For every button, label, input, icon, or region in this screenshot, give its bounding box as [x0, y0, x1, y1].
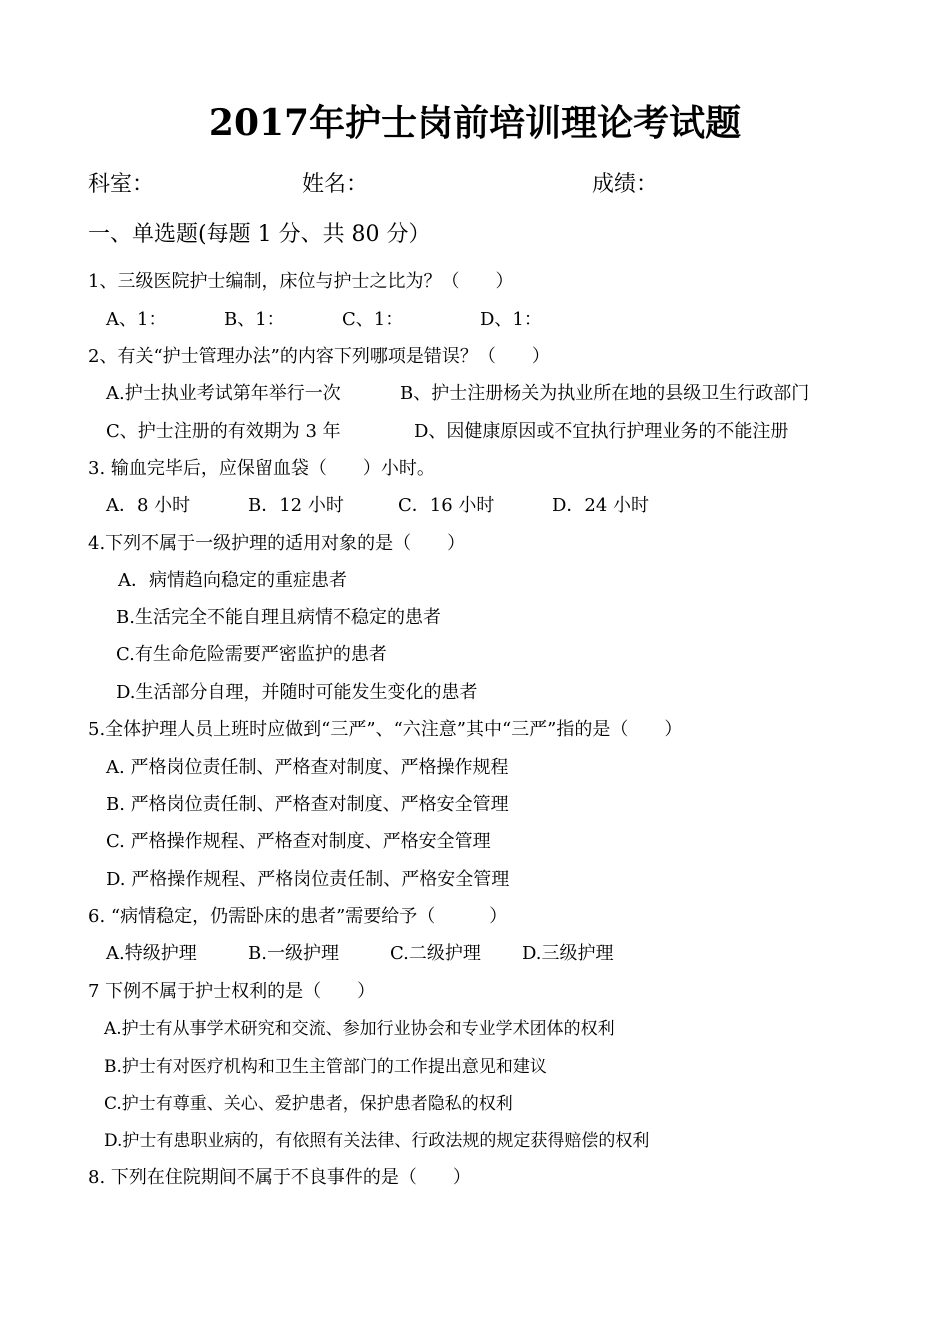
- question-2-option-b: B、护士注册杨关为执业所在地的县级卫生行政部门: [400, 383, 810, 404]
- question-4-option-d: D.生活部分自理，并随时可能发生变化的患者: [116, 682, 478, 703]
- question-3-stem: 3. 输血完毕后，应保留血袋（ ）小时。: [88, 458, 435, 479]
- question-4-option-c: C.有生命危险需要严密监护的患者: [116, 644, 387, 665]
- question-2-option-d: D、因健康原因或不宜执行护理业务的不能注册: [414, 421, 789, 442]
- department-field: 科室：: [88, 172, 155, 197]
- score-field: 成绩：: [592, 172, 659, 197]
- question-3-option-a: A．8 小时: [106, 495, 191, 516]
- question-6-option-c: C.二级护理: [390, 943, 481, 964]
- question-6-option-d: D.三级护理: [522, 943, 614, 964]
- question-6-stem: 6. “病情稳定，仍需卧床的患者”需要给予（ ）: [88, 906, 508, 927]
- question-2-option-c: C、护士注册的有效期为 3 年: [106, 421, 341, 442]
- question-4-option-b: B.生活完全不能自理且病情不稳定的患者: [116, 607, 441, 628]
- exam-title: 2017年护士岗前培训理论考试题: [208, 102, 742, 144]
- question-8-stem: 8. 下列在住院期间不属于不良事件的是（ ）: [88, 1167, 471, 1188]
- question-5-option-c: C. 严格操作规程、严格查对制度、严格安全管理: [106, 831, 491, 852]
- question-3-option-d: D．24 小时: [552, 495, 650, 516]
- question-2-option-a: A.护士执业考试第年举行一次: [106, 383, 341, 404]
- question-7-option-b: B.护士有对医疗机构和卫生主管部门的工作提出意见和建议: [104, 1057, 547, 1077]
- question-7-option-a: A.护士有从事学术研究和交流、参加行业协会和专业学术团体的权利: [104, 1019, 615, 1039]
- question-1-option-c: C、1：: [342, 309, 404, 330]
- question-5-option-d: D. 严格操作规程、严格岗位责任制、严格安全管理: [106, 869, 510, 890]
- question-6-option-a: A.特级护理: [106, 943, 197, 964]
- question-1-option-b: B、1：: [224, 309, 285, 330]
- question-7-option-d: D.护士有患职业病的，有依照有关法律、行政法规的规定获得赔偿的权利: [104, 1131, 650, 1151]
- question-5-option-b: B. 严格岗位责任制、严格查对制度、严格安全管理: [106, 794, 509, 815]
- question-5-stem: 5.全体护理人员上班时应做到“三严”、“六注意”其中“三严”指的是（ ）: [88, 719, 683, 740]
- question-4-option-a: A．病情趋向稳定的重症患者: [118, 570, 347, 591]
- question-4-stem: 4.下列不属于一级护理的适用对象的是（ ）: [88, 533, 466, 554]
- question-3-option-b: B．12 小时: [248, 495, 344, 516]
- question-6-option-b: B.一级护理: [248, 943, 339, 964]
- question-2-stem: 2、有关“护士管理办法”的内容下列哪项是错误？（ ）: [88, 346, 550, 367]
- question-1-option-a: A、1：: [106, 309, 167, 330]
- name-field: 姓名：: [302, 172, 369, 197]
- question-1-stem: 1、三级医院护士编制，床位与护士之比为？（ ）: [88, 271, 514, 292]
- question-7-option-c: C.护士有尊重、关心、爱护患者，保护患者隐私的权利: [104, 1094, 513, 1114]
- section-heading: 一、单选题(每题 1 分、共 80 分）: [88, 222, 431, 247]
- question-7-stem: 7 下例不属于护士权利的是（ ）: [88, 981, 376, 1002]
- question-5-option-a: A. 严格岗位责任制、严格查对制度、严格操作规程: [106, 757, 509, 778]
- question-3-option-c: C．16 小时: [398, 495, 495, 516]
- question-1-option-d: D、1：: [480, 309, 542, 330]
